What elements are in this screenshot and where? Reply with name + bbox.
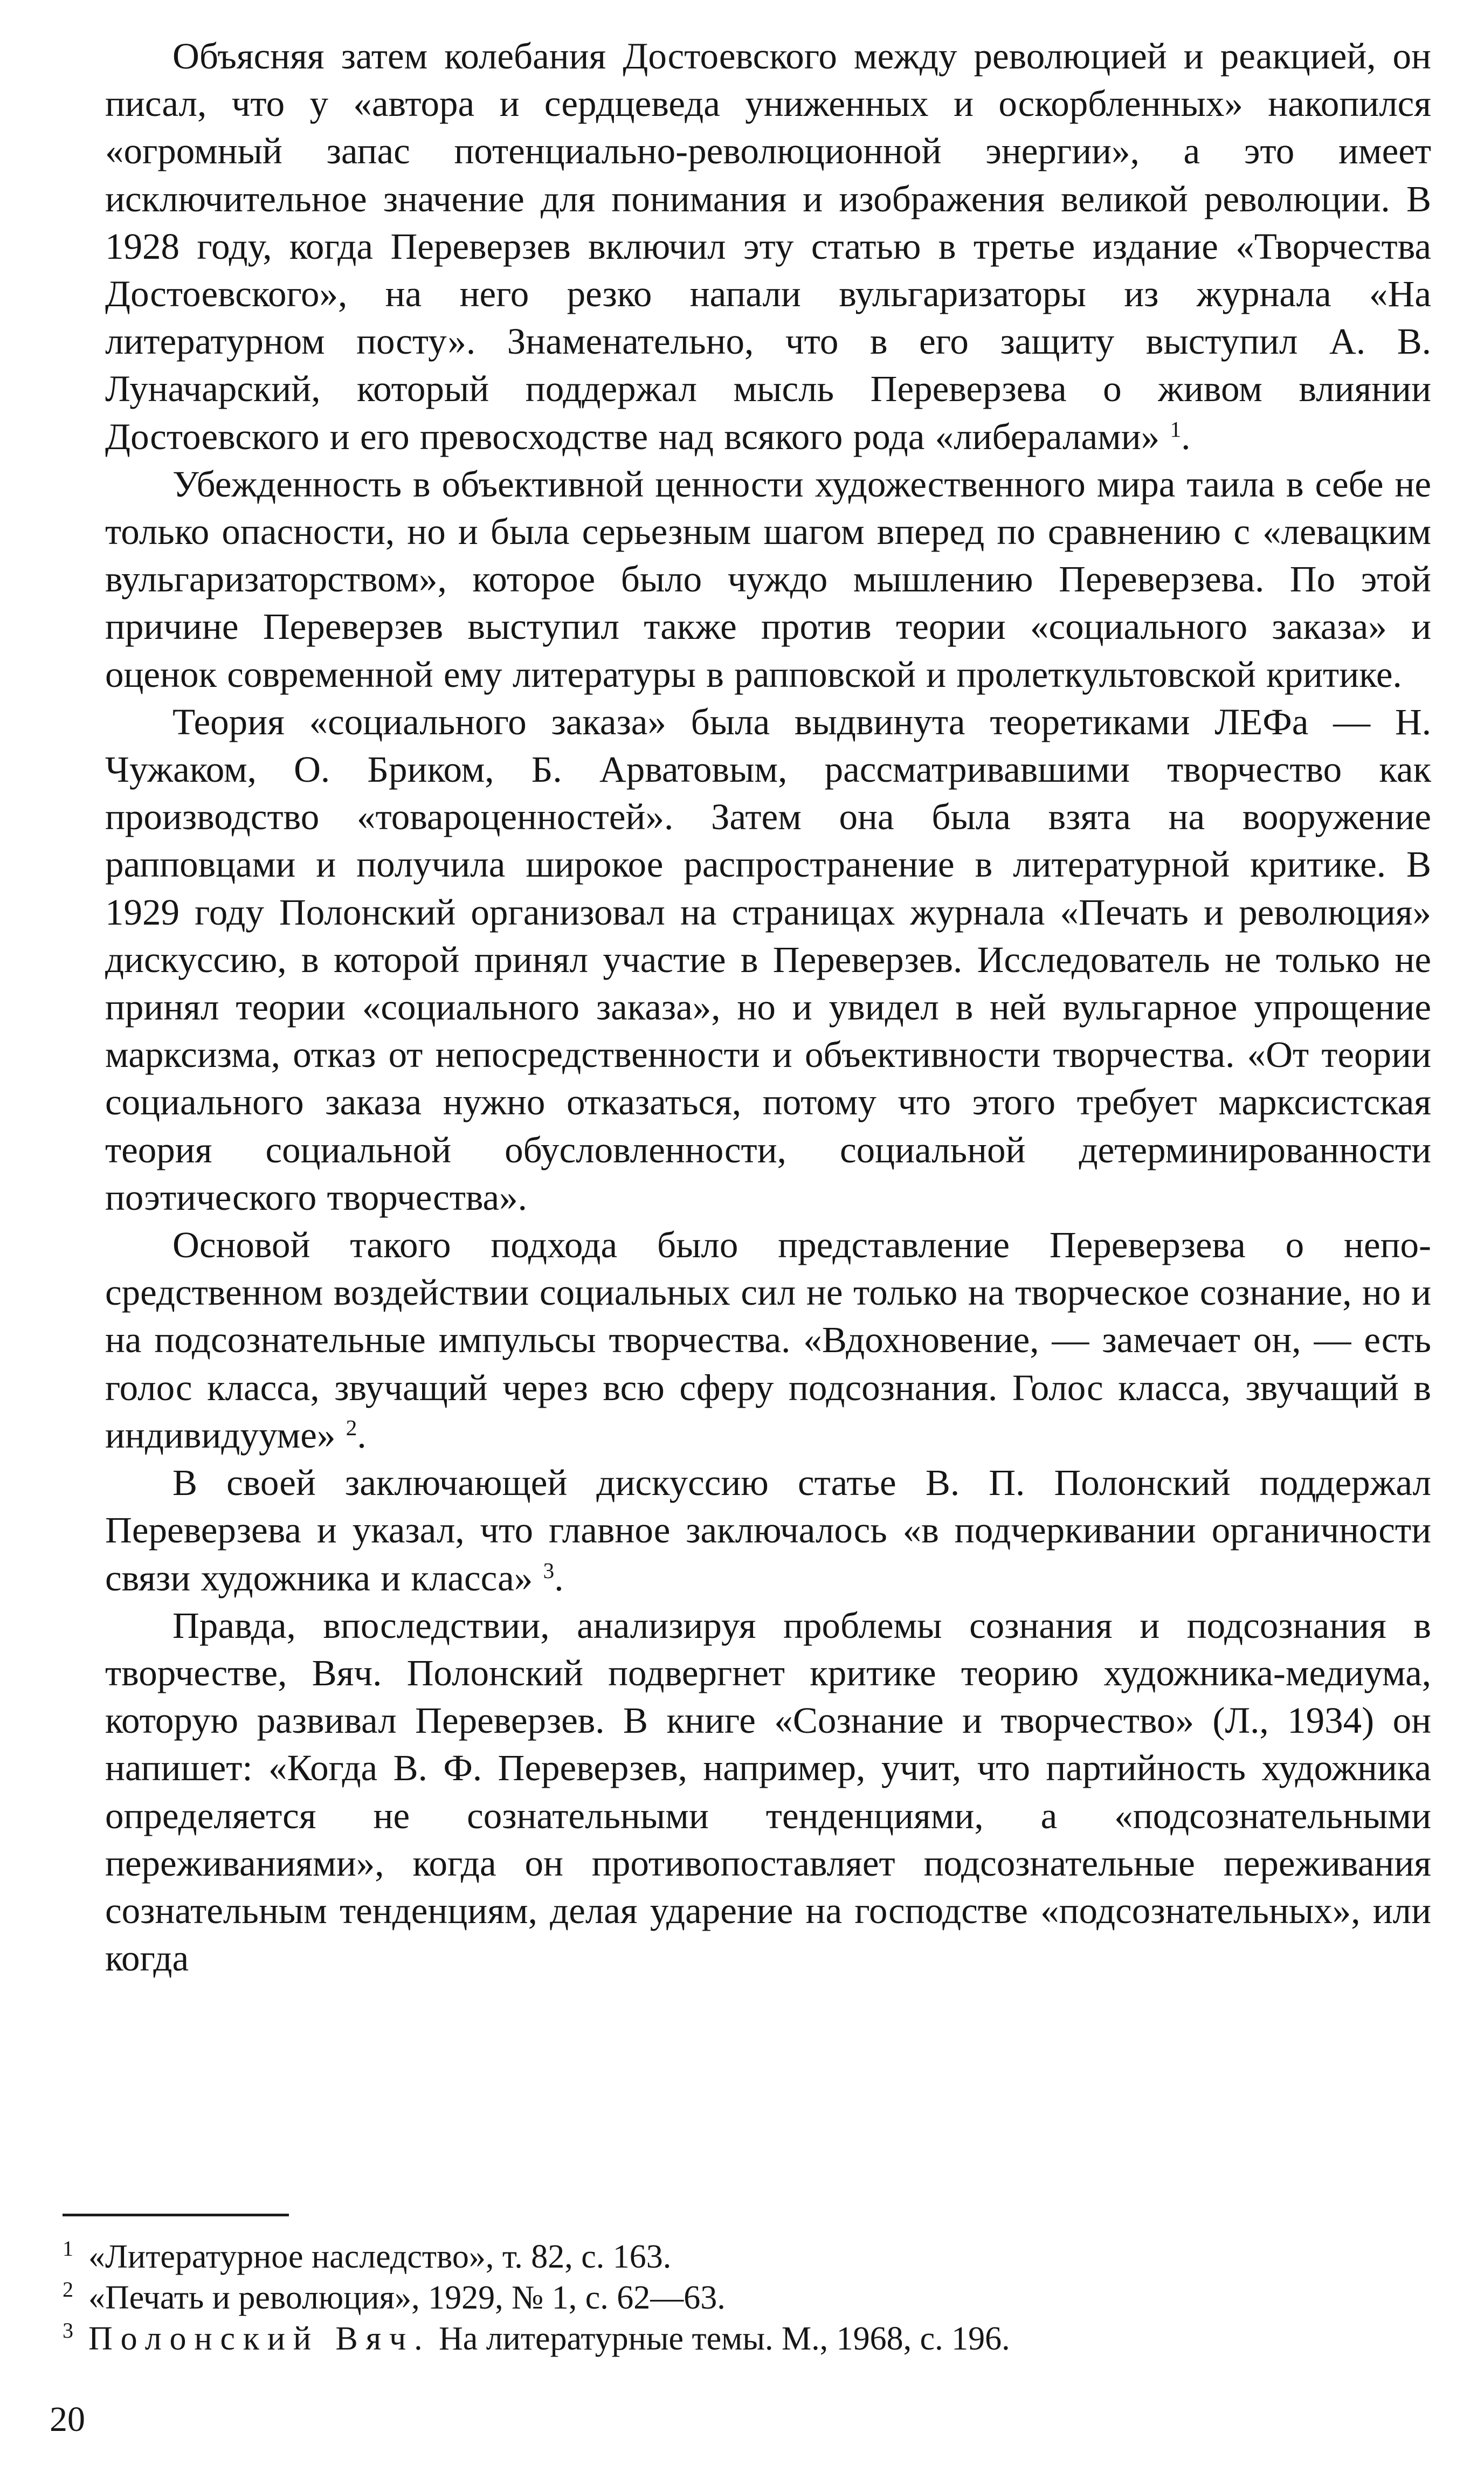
footnote-ref: 3 [543, 1558, 555, 1583]
paragraph-text: В своей заключающей дискуссию статье В. П. Полонский поддержал Переверзева и указал, что главное заключалось «в подчеркивании органичности связи художника и класса» [105, 1462, 1431, 1599]
footnotes [63, 2236, 1432, 2359]
footnote-author: Полонский Вяч. [88, 2320, 431, 2357]
main-text [105, 32, 1431, 1982]
paragraph-1: Объясняя затем колебания Достоевского между революцией и реакцией, он писал, что у «автора и сердцеведа униженных и оскорбленных» накопился «огромный запас потенциально-революционной энергии», а это имеет исключительное значение для понимания и изображения великой революции. В 1928 году, когда Переверзев включил эту статью в третье издание «Творчества Достоевского», на него резко напали вульгаризаторы из журнала «На литературном посту». Знаменательно, что в его защиту выступил А. В. Луначарский, который поддержал мысль Переверзева о живом влиянии Достоевского и его превосходстве над всякого рода «либералами» $^1$. [105, 36, 1431, 457]
paragraph-text: Объясняя затем колебания Достоевского между революцией и реакцией, он писал, что у «автора и сердцеведа униженных и оскорбленных» накопился «огромный запас потенциально-революционной энергии», а это имеет исключительное значение для понимания и изображения великой революции. В 1928 году, когда Переверзев включил эту статью в третье издание «Творчества Достоевского», на него резко напали вульгаризаторы из журнала «На литературном посту». Знаменательно, что в его защиту выступил А. В. Луначарский, который поддержал мысль Переверзева о живом влиянии Достоевского и его превосходстве над всякого рода «либералами» [105, 36, 1431, 457]
footnote-text: «Печать и революция», 1929, № 1, с. 62—63. [88, 2279, 726, 2316]
page-number: 20 [50, 2400, 85, 2439]
paragraph-text: Основой такого подхода было представление Переверзева о непосредственном воздействии социальных сил не только на творческое сознание, но и на подсознательные импульсы творчества. «Вдохновение, — замечает он, — есть голос класса, звучащий через всю сферу подсознания. Голос класса, звучащий в индивидууме» [105, 1224, 1431, 1456]
paragraph-4: Основой такого подхода было представление Переверзева о непосредственном воздействии социальных сил не только на творческое сознание, но и на подсознательные импульсы творчества. «Вдохновение, — замечает он, — есть голос класса, звучащий через всю сферу подсознания. Голос класса, звучащий в индивидууме» $^2$. [105, 1224, 1431, 1456]
footnote-separator [63, 2214, 289, 2216]
footnote-3: 3 Полонский Вяч. На литературные темы. М., 1968, с. 196. [63, 2318, 1010, 2357]
paragraph-3 [105, 698, 1431, 1221]
paragraph-text: Правда, впоследствии, анализируя проблемы сознания и подсознания в творчестве, Вяч. Полонский подвергнет критике теорию художника-медиума, которую развивал Переверзев. В книге «Сознание и творчество» (Л., 1934) он напишет: «Когда В. Ф. Переверзев, например, учит, что партийность художника определяется не сознательными тенденциями, а «подсознательными переживаниями», когда он противопоставляет подсознательные переживания сознательным тенденциям, делая ударение на господстве «подсознательных», или когда [105, 1604, 1431, 1979]
footnote-1: 1 «Литературное наследство», т. 82, с. 163. [63, 2236, 672, 2275]
paragraph-6 [105, 1602, 1431, 1982]
paragraph-text: Теория «социального заказа» была выдвинута теоретиками ЛЕФа — Н. Чужаком, О. Бриком, Б. Арватовым, рассматривавшими творчество как производство «товароценностей». Затем она была взята на вооружение рапповцами и получила широкое распространение в литературной критике. В 1929 году Полонский организовал на страницах журнала «Печать и революция» дискуссию, в которой принял участие в Переверзев. Исследователь не только не принял теории «социального заказа», но и увидел в ней вульгарное упрощение марксизма, отказ от непосредственности и объективности творчества. «От теории социального заказа нужно отказаться, потому что этого требует марксистская теория социальной обусловленности, социальной детерминированности поэтического творчества». [105, 701, 1431, 1218]
footnote-ref: 2 [346, 1415, 357, 1441]
footnote-ref: 1 [1170, 416, 1182, 442]
footnote-text: «Литературное наследство», т. 82, с. 163. [88, 2238, 672, 2275]
footnote-text: На литературные темы. М., 1968, с. 196. [430, 2320, 1010, 2357]
paragraph-5: В своей заключающей дискуссию статье В. П. Полонский поддержал Переверзева и указал, что главное заключалось «в подчеркивании органичности связи художника и класса» $^3$. [105, 1462, 1431, 1599]
paragraph-text: Убежденность в объективной ценности художественного мира таила в себе не только опасности, но и была серьезным шагом вперед по сравнению с «левацким вульгаризаторством», которое было чуждо мышлению Переверзева. По этой причине Переверзев выступил также против теории «социального заказа» и оценок современной ему литературы в рапповской и пролеткультовской критике. [105, 463, 1431, 695]
footnote-2: 2 «Печать и революция», 1929, № 1, с. 62—63. [63, 2277, 726, 2316]
paragraph-2 [105, 460, 1431, 698]
